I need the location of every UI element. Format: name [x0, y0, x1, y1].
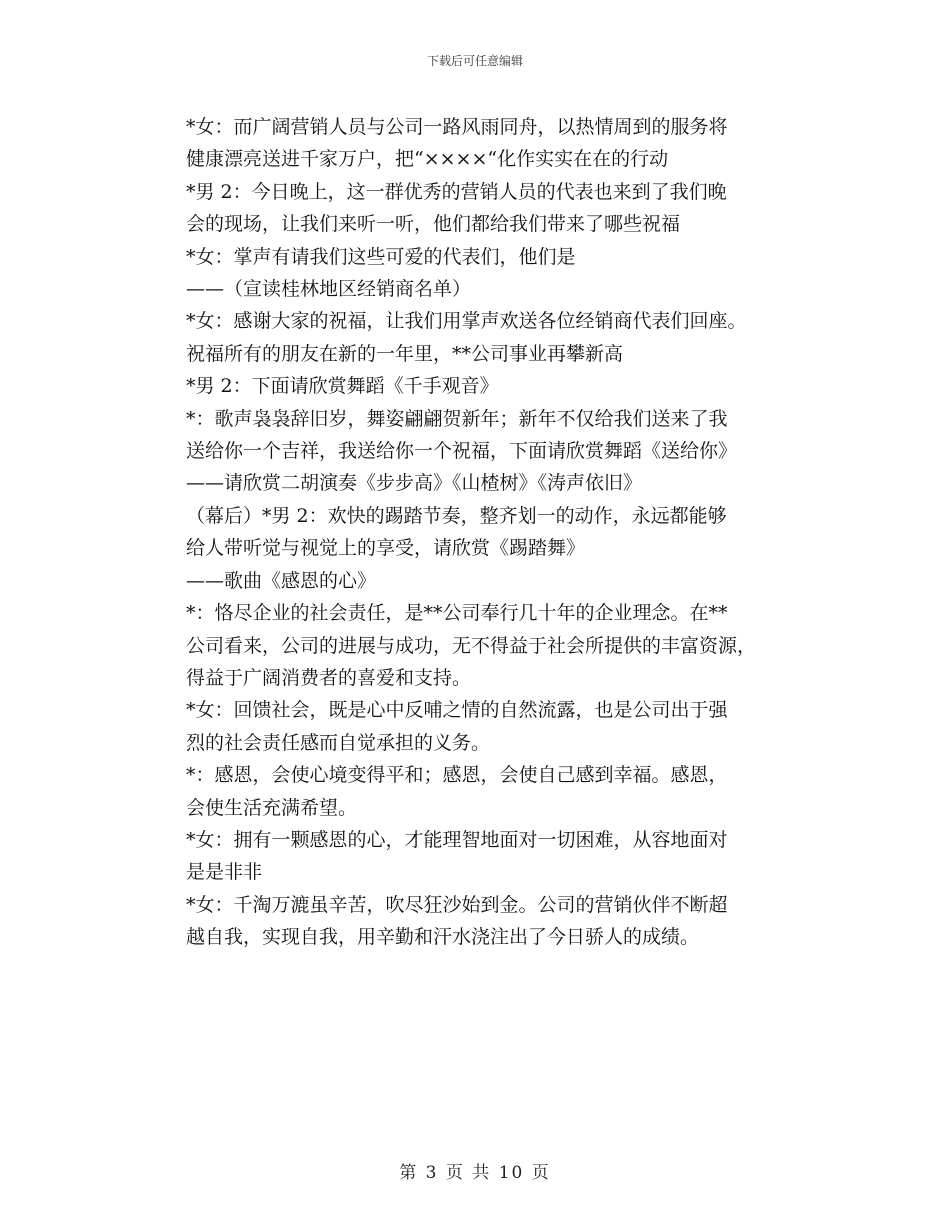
- paragraph: [143, 694, 823, 759]
- paragraph-line: *男 2：下面请欣赏舞蹈《千手观音》: [186, 375, 499, 398]
- paragraph-line: *：歌声袅袅辞旧岁，舞姿翩翩贺新年；新年不仅给我们送来了我: [186, 407, 728, 430]
- paragraph: [143, 403, 823, 468]
- page-footer: 第 3 页 共 10 页: [399, 1163, 551, 1183]
- paragraph-line: 越自我，实现自我，用辛勤和汗水浇注出了今日骄人的成绩。: [186, 926, 700, 949]
- paragraph-line: 会使生活充满希望。: [186, 796, 358, 819]
- paragraph-line: 祝福所有的朋友在新的一年里，**公司事业再攀新高: [186, 342, 624, 365]
- paragraph: [143, 241, 823, 273]
- paragraph: [143, 824, 823, 889]
- paragraph-line: *女：掌声有请我们这些可爱的代表们，他们是: [186, 245, 576, 268]
- paragraph-line: 烈的社会责任感而自觉承担的义务。: [186, 731, 491, 754]
- paragraph-line: 公司看来，公司的进展与成功，无不得益于社会所提供的丰富资源，: [186, 634, 757, 657]
- paragraph: [143, 467, 823, 499]
- paragraph: [143, 111, 823, 176]
- paragraph-line: *女：回馈社会，既是心中反哺之情的自然流露，也是公司出于强: [186, 699, 728, 722]
- paragraph-line: ——（宣读桂林地区经销商名单）: [186, 278, 472, 301]
- paragraph: [143, 597, 823, 694]
- paragraph: [143, 305, 823, 370]
- paragraph-line: 会的现场，让我们来听一听，他们都给我们带来了哪些祝福: [186, 213, 681, 236]
- paragraph: [143, 889, 823, 954]
- paragraph-line: *女：而广阔营销人员与公司一路风雨同舟，以热情周到的服务将: [186, 116, 728, 138]
- paragraph-line: *：感恩，会使心境变得平和；感恩，会使自己感到幸福。感恩，: [186, 764, 728, 787]
- paragraph-line: *女：感谢大家的祝福，让我们用掌声欢送各位经销商代表们回座。: [186, 310, 747, 333]
- paragraph-line: *：恪尽企业的社会责任，是**公司奉行几十年的企业理念。在**: [186, 602, 728, 625]
- paragraph-line: 健康漂亮送进千家万户，把“××××“化作实实在在的行动: [186, 148, 669, 171]
- paragraph: [143, 273, 823, 305]
- paragraph: [143, 500, 823, 565]
- document-body: [143, 111, 823, 954]
- paragraph-line: 送给你一个吉祥，我送给你一个祝福，下面请欣赏舞蹈《送给你》: [186, 440, 738, 463]
- paragraph-line: *女：千淘万漉虽辛苦，吹尽狂沙始到金。公司的营销伙伴不断超: [186, 893, 728, 916]
- paragraph: [143, 176, 823, 241]
- paragraph-line: 得益于广阔消费者的喜爱和支持。: [186, 666, 472, 689]
- paragraph-line: 给人带听觉与视觉上的享受，请欣赏《踢踏舞》: [186, 537, 586, 560]
- paragraph-line: ——请欣赏二胡演奏《步步高》《山楂树》《涛声依旧》: [186, 472, 643, 495]
- page-header: 下载后可任意编辑: [426, 54, 523, 68]
- paragraph: [143, 759, 823, 824]
- paragraph-line: ——歌曲《感恩的心》: [186, 569, 377, 592]
- paragraph-line: *女：拥有一颗感恩的心，才能理智地面对一切困难，从容地面对: [186, 828, 728, 851]
- paragraph-line: （幕后）*男 2：欢快的踢踏节奏，整齐划一的动作，永远都能够: [186, 504, 727, 527]
- paragraph: [143, 370, 823, 402]
- paragraph-line: 是是非非: [186, 861, 263, 884]
- paragraph-line: *男 2：今日晚上，这一群优秀的营销人员的代表也来到了我们晚: [186, 180, 727, 203]
- paragraph: [143, 565, 823, 597]
